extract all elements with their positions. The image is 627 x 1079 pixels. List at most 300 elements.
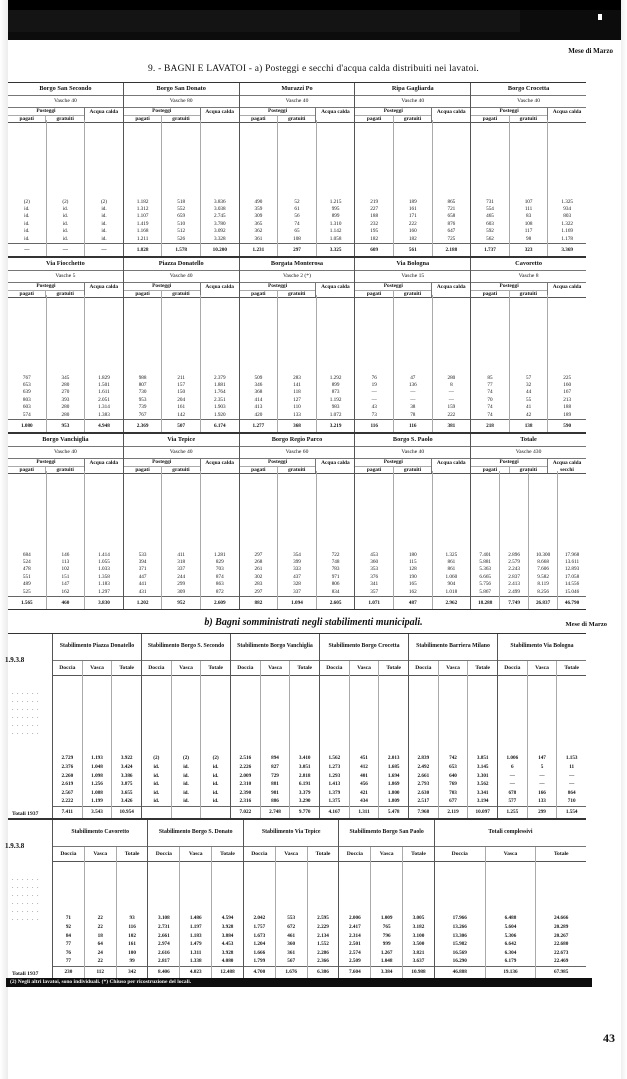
acqua-values [85, 375, 123, 432]
gratuiti-column [162, 295, 201, 432]
vasche-count: Vasche 40 [8, 96, 123, 108]
table-cell: 147 [538, 755, 546, 762]
table-cell: 1.293 [328, 772, 341, 779]
table-cell: 2.516 [239, 755, 252, 762]
table-cell: 999 [382, 941, 391, 948]
gratuiti-values [394, 199, 432, 256]
table-cell: 270 [61, 389, 70, 396]
posteggi-label: Posteggi [471, 108, 547, 116]
posteggi-label: Posteggi [471, 283, 547, 291]
table-cell: 803 [22, 396, 31, 403]
acqua-label: Acqua calda [321, 284, 350, 290]
table-cell: 881 [271, 781, 279, 788]
acqua-values [529, 552, 557, 609]
table-cell: 333 [293, 566, 301, 573]
vasca-values [276, 914, 307, 978]
total-cell: 1.578 [162, 243, 200, 256]
table-cell: 1.204 [253, 941, 266, 948]
section-b-title: b) Bagni somministrati negli stabilimenti municipali. [204, 617, 423, 628]
totale-label: Totale [475, 665, 491, 671]
acqua-column [529, 471, 558, 609]
table-cell: 74 [487, 411, 493, 418]
total-cell: 2.605 [317, 596, 355, 609]
pagati-label: pagati [8, 116, 46, 122]
vasca-column [439, 675, 469, 818]
table-cell: 827 [271, 764, 279, 771]
total-cell: 7.411 [53, 806, 82, 818]
table-cell: 678 [508, 789, 517, 796]
stabilimento-group [53, 820, 148, 978]
table-cell: 3.851 [476, 755, 489, 762]
table-cell: 2.310 [239, 781, 252, 788]
table-cell: 577 [508, 798, 517, 805]
table-cell: 20.267 [554, 932, 569, 939]
stabilimento-values [142, 675, 230, 818]
lavatoio-name: Ripa Gagliarda [355, 83, 470, 96]
left-binding-shadow [0, 0, 8, 1079]
acqua-label: Acqua calda [89, 284, 119, 290]
right-binding-shadow [621, 0, 627, 1079]
table-cell: 161 [177, 404, 186, 411]
table-cell: 4.594 [221, 915, 234, 922]
lavatoio-name: Borgo Regio Parco [240, 434, 355, 447]
table-cell: 44 [525, 389, 532, 396]
table-cell: 24 [97, 949, 103, 956]
total-cell: 6.174 [201, 419, 239, 432]
table-cell: 1.182 [136, 198, 149, 205]
table-cell: 710 [567, 798, 576, 805]
table-cell: 3.092 [213, 228, 226, 235]
total-cell: 3.325 [317, 243, 355, 256]
table-cell: 5.604 [504, 924, 517, 931]
lavatoi-grid [8, 434, 586, 609]
lavatoio-name: Borgata Monterosa [240, 258, 355, 271]
table-cell: id. [153, 781, 160, 788]
table-cell: 639 [22, 389, 31, 396]
table-cell: — [410, 389, 416, 396]
table-cell: 222 [447, 411, 456, 418]
table-cell: 592 [486, 228, 494, 235]
lavatoio-group [240, 83, 356, 256]
lavatoi-band-3 [8, 433, 586, 610]
doccia-values [339, 914, 370, 978]
total-cell: 7.968 [409, 806, 438, 818]
vasca-column [172, 675, 202, 818]
table-cell: 1.920 [213, 411, 226, 418]
total-cell: 10.954 [112, 806, 141, 818]
table-cell: id. [62, 213, 69, 220]
table-cell: 70 [487, 396, 493, 403]
table-cell: 2.619 [61, 781, 74, 788]
extra-column [558, 471, 586, 609]
table-cell: 359 [254, 206, 263, 213]
table-cell: 1.281 [213, 551, 226, 558]
table-cell: 128 [408, 566, 417, 573]
total-cell: — [85, 243, 123, 256]
gratuiti-label: gratuiti [56, 291, 74, 297]
acqua-label: Acqua calda [436, 460, 466, 466]
total-cell: 1.071 [355, 596, 393, 609]
table-cell: 117 [524, 228, 533, 235]
table-cell: 995 [331, 206, 340, 213]
table-cell: 2.630 [417, 789, 430, 796]
table-cell: 765 [382, 924, 391, 931]
gratuiti-values [394, 375, 432, 432]
table-cell: 283 [254, 581, 263, 588]
gratuiti-label: gratuiti [519, 116, 538, 122]
table-cell: 981 [271, 789, 279, 796]
gratuiti-label: gratuiti [172, 291, 190, 297]
vasche-count: Vasche 40 [355, 447, 470, 459]
table-cell: 1.169 [561, 228, 573, 235]
table-cell: 268 [254, 559, 263, 566]
pagati-label: pagati [471, 116, 509, 122]
table-cell: 108 [524, 220, 533, 227]
table-cell: 1.297 [98, 588, 110, 595]
table-cell: 302 [254, 573, 263, 580]
lavatoio-name: Murazzi Po [240, 83, 355, 96]
gratuiti-values [278, 375, 316, 432]
table-cell: 2.745 [213, 213, 226, 220]
table-cell: 1.314 [98, 404, 110, 411]
table-cell: 721 [447, 206, 456, 213]
table-cell: 337 [177, 566, 186, 573]
vasca-label: Vasca [486, 847, 537, 861]
acqua-values [548, 199, 586, 256]
table-cell: 934 [563, 206, 572, 213]
table-cell: 111 [524, 206, 533, 213]
table-cell: 261 [254, 566, 263, 573]
stabilimento-values [244, 861, 338, 978]
lavatoio-group [471, 83, 586, 256]
table-cell: 160 [563, 382, 572, 389]
table-cell: 1.058 [329, 235, 342, 242]
stabilimento-values [53, 675, 141, 818]
acqua-column [85, 295, 123, 432]
table-cell: 195 [370, 228, 379, 235]
table-cell: 647 [447, 228, 456, 235]
table-cell: 162 [408, 588, 417, 595]
table-cell: — [509, 781, 515, 788]
vasca-values [83, 754, 112, 818]
table-cell: 157 [177, 382, 186, 389]
stabilimento-group [231, 634, 320, 818]
table-cell: 518 [177, 198, 186, 205]
vasche-count: Vasche 80 [124, 96, 239, 108]
table-cell: 806 [331, 581, 340, 588]
table-cell: 526 [177, 235, 186, 242]
table-cell: 465 [486, 213, 494, 220]
table-cell: 684 [22, 551, 31, 558]
table-cell: 341 [370, 581, 379, 588]
table-cell: 490 [254, 198, 263, 205]
pagati-values [240, 552, 278, 609]
doccia-label: Doccia [320, 661, 350, 675]
vasca-column [486, 861, 537, 978]
stabilimento-name: Stabilimento Borgo Vanchiglia [231, 634, 319, 661]
table-cell: id. [212, 772, 219, 779]
table-cell: 1.168 [136, 228, 149, 235]
table-cell: 2.260 [61, 772, 74, 779]
table-cell: id. [212, 789, 219, 796]
table-cell: 318 [177, 559, 186, 566]
pagati-column [8, 295, 47, 432]
table-cell: 2.051 [98, 396, 110, 403]
table-cell: 162 [61, 588, 70, 595]
acqua-column [201, 471, 239, 609]
table-cell: 1.072 [329, 411, 342, 418]
table-cell: 19 [371, 382, 377, 389]
table-cell: 722 [331, 551, 340, 558]
column-header [435, 847, 586, 862]
doccia-column [339, 861, 371, 978]
table-cell: 371 [138, 566, 147, 573]
table-cell: 297 [254, 588, 263, 595]
gratuiti-values [500, 552, 528, 609]
table-cell: 18 [97, 932, 103, 939]
table-cell: id. [101, 206, 107, 213]
stabilimento-group [244, 820, 339, 978]
pagati-values [471, 375, 509, 432]
table-cell: 1.903 [213, 404, 226, 411]
table-cell: 222 [408, 220, 417, 227]
table-cell: 113 [61, 559, 70, 566]
total-cell: 952 [162, 596, 200, 609]
table-cell: 447 [138, 573, 147, 580]
table-cell: 1.881 [213, 382, 226, 389]
lavatoio-values [240, 471, 355, 609]
total-row-label: Totali 1937 [12, 971, 39, 977]
table-cell: 2.222 [61, 798, 74, 805]
gratuiti-values [510, 375, 548, 432]
table-cell: 603 [22, 404, 31, 411]
table-cell: 807 [138, 382, 147, 389]
table-cell: 2.009 [239, 772, 252, 779]
total-cell: 882 [240, 596, 278, 609]
row-label-column [5, 634, 53, 818]
table-cell: 412 [360, 764, 368, 771]
gratuiti-values [394, 552, 432, 609]
acqua-values [85, 552, 123, 609]
table-cell: 166 [538, 789, 546, 796]
table-cell: 77 [65, 941, 71, 948]
vasche-count: Vasche 40 [471, 96, 586, 108]
table-cell: 5.756 [479, 581, 491, 588]
totale-values [201, 754, 230, 818]
table-cell: 2.042 [253, 915, 266, 922]
lavatoio-group [8, 83, 124, 256]
total-cell: 1.565 [8, 596, 46, 609]
table-cell: 133 [293, 411, 301, 418]
table-cell: 861 [447, 559, 456, 566]
table-cell: 2.492 [417, 764, 430, 771]
doccia-column [142, 675, 172, 818]
lavatoio-values [240, 295, 355, 432]
lavatoio-values [471, 120, 586, 256]
table-cell: 3.426 [120, 798, 133, 805]
table-cell: id. [62, 220, 69, 227]
totale-values [379, 754, 408, 818]
corner-mark [598, 14, 602, 20]
pagati-label: pagati [240, 116, 278, 122]
lavatoio-group [355, 434, 471, 609]
table-cell: 85 [487, 374, 493, 381]
table-cell: 640 [449, 772, 457, 779]
lavatoio-group [471, 258, 586, 432]
total-cell: 4.700 [244, 966, 275, 978]
table-cell: id. [153, 789, 160, 796]
pagati-column [355, 120, 394, 256]
table-cell: 92 [65, 924, 71, 931]
totale-column [308, 861, 339, 978]
posteggi-label: Posteggi [8, 108, 84, 116]
table-cell: 76 [371, 374, 377, 381]
table-cell: 1.375 [328, 798, 341, 805]
total-cell: 8.406 [148, 966, 179, 978]
table-cell: 244 [177, 573, 186, 580]
year-label: 1.9.3.8 [5, 656, 25, 664]
table-cell: — [371, 389, 377, 396]
pagati-values [471, 552, 499, 609]
table-cell: id. [101, 235, 107, 242]
totale-values [308, 914, 339, 978]
table-cell: 420 [254, 411, 263, 418]
table-cell: 2.595 [317, 915, 329, 922]
table-cell: 361 [254, 235, 263, 242]
gratuiti-column [47, 120, 86, 256]
table-cell: 280 [447, 374, 456, 381]
gratuiti-values [278, 552, 316, 609]
year-label: 1.9.3.8 [5, 842, 25, 850]
gratuiti-column [510, 120, 549, 256]
lavatoio-values [124, 471, 239, 609]
table-cell: 1.310 [329, 220, 342, 227]
table-cell: 8.668 [537, 559, 549, 566]
table-cell: 182 [408, 235, 417, 242]
table-cell: 2.390 [239, 789, 252, 796]
table-cell: 1.009 [380, 915, 393, 922]
table-cell: 100 [128, 949, 136, 956]
table-cell: 730 [138, 389, 147, 396]
table-cell: 110 [293, 404, 301, 411]
totale-label: Totale [386, 665, 402, 671]
gratuiti-label: gratuiti [288, 116, 306, 122]
stabilimento-values [339, 861, 433, 978]
gratuiti-values [278, 199, 316, 256]
total-row-label: Totali 1937 [12, 811, 39, 817]
table-cell: 161 [408, 206, 417, 213]
table-cell: 2.567 [61, 789, 74, 796]
table-cell: 767 [22, 374, 31, 381]
gratuiti-column [394, 120, 433, 256]
stabilimento-group [53, 634, 142, 818]
table-cell: 451 [360, 755, 368, 762]
posteggi-label: Posteggi [355, 108, 431, 116]
pagati-values [240, 199, 278, 256]
table-cell: 2.661 [417, 772, 430, 779]
table-cell: 434 [360, 798, 368, 805]
table-cell: 71 [65, 915, 71, 922]
table-cell: 98 [525, 235, 532, 242]
gratuiti-label: gratuiti [403, 291, 422, 297]
table-cell: 1.312 [136, 206, 149, 213]
lavatoi-grid [8, 83, 586, 256]
table-cell: 3.386 [120, 772, 133, 779]
gratuiti-label: gratuiti [519, 467, 538, 473]
pagati-column [471, 471, 500, 609]
table-cell: 2.366 [317, 958, 329, 965]
total-cell: 299 [528, 806, 557, 818]
table-cell: 441 [138, 581, 147, 588]
table-cell: 2.379 [213, 374, 226, 381]
totale-values [112, 754, 141, 818]
gratuiti-values [47, 375, 85, 432]
total-cell: 381 [433, 419, 471, 432]
total-cell: 10.097 [468, 806, 497, 818]
table-cell: 5.881 [479, 559, 491, 566]
lavatoio-group [240, 258, 356, 432]
table-cell: 360 [370, 559, 379, 566]
table-cell: 2.501 [348, 941, 361, 948]
doccia-label: Doccia [148, 847, 180, 861]
stabilimento-group [148, 820, 243, 978]
table-cell: 297 [254, 551, 263, 558]
table-cell: 886 [271, 798, 279, 805]
table-cell: 2.006 [348, 915, 361, 922]
vasche-count: Vasche 8 [471, 271, 586, 283]
total-cell: 1.094 [278, 596, 316, 609]
table-cell: 769 [449, 781, 457, 788]
total-cell: 561 [394, 243, 432, 256]
pagati-column [240, 120, 279, 256]
table-cell: 189 [563, 411, 572, 418]
table-cell: id. [153, 772, 160, 779]
table-cell: 1.018 [445, 588, 458, 595]
table-cell: 22 [97, 924, 103, 931]
lavatoio-group [8, 258, 124, 432]
table-cell: 725 [447, 235, 456, 242]
totale-column [201, 675, 230, 818]
totale-values [290, 754, 319, 818]
table-cell: 1.383 [98, 411, 110, 418]
table-cell: 1.006 [506, 755, 519, 762]
table-cell: 4.453 [221, 941, 234, 948]
total-cell: 2.119 [439, 806, 468, 818]
total-cell [201, 806, 230, 818]
table-cell: 1.107 [136, 213, 149, 220]
table-cell: 2.286 [317, 949, 329, 956]
vasca-values [85, 914, 116, 978]
gratuiti-label: gratuiti [519, 291, 538, 297]
table-cell: id. [24, 235, 30, 242]
vasche-count: Vasche 15 [355, 271, 470, 283]
total-cell: 3.369 [548, 243, 586, 256]
gratuiti-label: gratuiti [288, 291, 306, 297]
table-cell: 74 [294, 220, 300, 227]
table-cell: 38 [410, 404, 416, 411]
stabilimento-group [142, 634, 231, 818]
table-cell: — [539, 772, 545, 779]
table-cell: — [569, 772, 575, 779]
vasche-count: Vasche 2 (*) [240, 271, 355, 283]
total-cell: 368 [278, 419, 316, 432]
section-b-unit: Mese di Marzo [565, 621, 607, 628]
table-cell: 1.211 [136, 235, 149, 242]
table-cell: 5.363 [479, 566, 491, 573]
table-cell: 834 [331, 588, 340, 595]
acqua-values [433, 375, 471, 432]
table-cell: (2) [182, 755, 190, 762]
